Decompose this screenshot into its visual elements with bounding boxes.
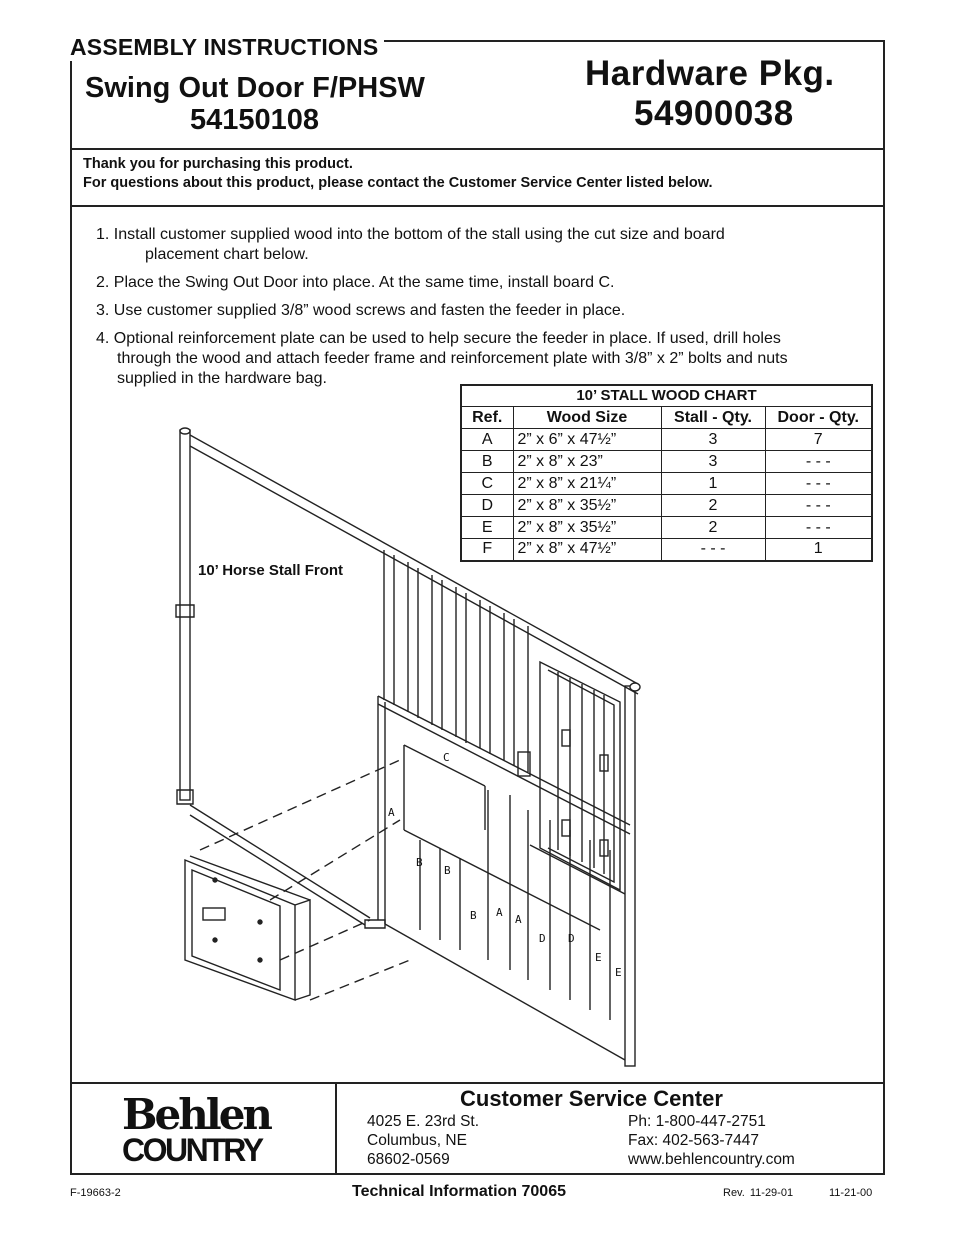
door-qty-cell: - - -	[765, 495, 872, 517]
header-divider	[72, 148, 885, 150]
board-label: B	[470, 909, 477, 922]
door-qty-cell: 7	[765, 429, 872, 451]
table-header-row	[461, 407, 872, 429]
wood-size-cell: 2” x 8” x 23”	[513, 451, 661, 473]
footer-divider	[72, 1082, 885, 1084]
intro-text	[83, 155, 713, 193]
table-row	[461, 473, 872, 495]
step-1-continuation: placement chart below.	[145, 246, 309, 263]
stall-qty-cell: 2	[661, 495, 765, 517]
footer-column-divider	[335, 1082, 337, 1174]
board-label: A	[388, 806, 395, 819]
stall-qty-cell: 2	[661, 517, 765, 539]
stall-front-label: 10’ Horse Stall Front	[198, 562, 344, 579]
door-qty-cell: - - -	[765, 517, 872, 539]
customer-service-title: Customer Service Center	[460, 1086, 723, 1111]
step-3-text: 3. Use customer supplied 3/8” wood screws and fasten the feeder in place.	[96, 302, 626, 319]
column-header: Wood Size	[513, 407, 661, 429]
product-number: 54150108	[190, 104, 320, 136]
left-post	[180, 430, 190, 800]
step-4	[96, 329, 866, 389]
wood-size-cell: 2” x 6” x 47½”	[513, 429, 661, 451]
original-date: 11-21-00	[829, 1187, 873, 1199]
step-1	[96, 225, 866, 265]
table-row	[461, 451, 872, 473]
contact-block	[628, 1112, 795, 1169]
board-label: B	[444, 864, 451, 877]
step-3	[96, 301, 866, 321]
behlen-logo: Behlen	[122, 1090, 270, 1139]
door-qty-cell: - - -	[765, 451, 872, 473]
step-4-text: 4. Optional reinforcement plate can be used to help secure the feeder in place. If used, drill holes	[96, 330, 781, 347]
stall-qty-cell: - - -	[661, 539, 765, 561]
ref-cell: C	[461, 473, 513, 495]
board-label: E	[595, 951, 602, 964]
stall-qty-cell: 1	[661, 473, 765, 495]
door-qty-cell: 1	[765, 539, 872, 561]
step-2-text: 2. Place the Swing Out Door into place. At the same time, install board C.	[96, 274, 615, 291]
board-label: A	[515, 913, 522, 926]
stall-qty-cell: 3	[661, 451, 765, 473]
intro-line-2: For questions about this product, please contact the Customer Service Center listed below.	[83, 175, 713, 191]
stall-qty-cell: 3	[661, 429, 765, 451]
ref-cell: D	[461, 495, 513, 517]
technical-information: Technical Information 70065	[352, 1183, 566, 1200]
form-number: F-19663-2	[70, 1187, 121, 1199]
product-title: Swing Out Door F/PHSW	[85, 72, 425, 104]
board-label: A	[496, 906, 503, 919]
wood-size-cell: 2” x 8” x 21¼”	[513, 473, 661, 495]
ref-cell: A	[461, 429, 513, 451]
wood-size-cell: 2” x 8” x 35½”	[513, 517, 661, 539]
step-1-text: 1. Install customer supplied wood into the bottom of the stall using the cut size and board	[96, 226, 725, 243]
table-row	[461, 429, 872, 451]
ref-cell: B	[461, 451, 513, 473]
board-label: D	[568, 932, 575, 945]
intro-line-1: Thank you for purchasing this product.	[83, 156, 353, 172]
table-row	[461, 517, 872, 539]
address-line: Columbus, NE	[367, 1132, 467, 1149]
table-row	[461, 495, 872, 517]
address-line: 4025 E. 23rd St.	[367, 1113, 480, 1130]
hardware-title: Hardware Pkg.	[585, 54, 835, 93]
wood-size-cell: 2” x 8” x 47½”	[513, 539, 661, 561]
step-2	[96, 273, 866, 293]
board-label: C	[443, 751, 450, 764]
address-block	[367, 1112, 479, 1169]
board-label: E	[615, 966, 622, 979]
fax-number: Fax: 402-563-7447	[628, 1132, 759, 1149]
board-label: B	[416, 856, 423, 869]
phone-number: Ph: 1-800-447-2751	[628, 1113, 766, 1130]
ref-cell: E	[461, 517, 513, 539]
ref-cell: F	[461, 539, 513, 561]
country-logo: COUNTRY	[122, 1132, 262, 1168]
right-post	[625, 686, 635, 1066]
step-4-continuation: through the wood and attach feeder frame and reinforcement plate with 3/8” x 2” bolts and nuts	[117, 350, 788, 367]
address-line: 68602-0569	[367, 1151, 450, 1168]
instruction-steps	[96, 225, 866, 397]
hardware-number: 54900038	[634, 94, 794, 133]
column-header: Stall - Qty.	[661, 407, 765, 429]
wood-chart-table	[460, 384, 873, 562]
wood-chart-title: 10’ STALL WOOD CHART	[461, 385, 872, 407]
column-header: Door - Qty.	[765, 407, 872, 429]
table-row	[461, 539, 872, 561]
feeder-box	[185, 856, 310, 1000]
website-link[interactable]: www.behlencountry.com	[628, 1151, 795, 1168]
board-label: D	[539, 932, 546, 945]
boards	[378, 696, 625, 1060]
column-header: Ref.	[461, 407, 513, 429]
intro-divider	[72, 205, 885, 207]
revision-date: Rev. 11-29-01	[723, 1187, 794, 1199]
wood-size-cell: 2” x 8” x 35½”	[513, 495, 661, 517]
step-4-continuation-2: supplied in the hardware bag.	[117, 370, 327, 387]
assembly-title: ASSEMBLY INSTRUCTIONS	[66, 34, 384, 61]
door-qty-cell: - - -	[765, 473, 872, 495]
